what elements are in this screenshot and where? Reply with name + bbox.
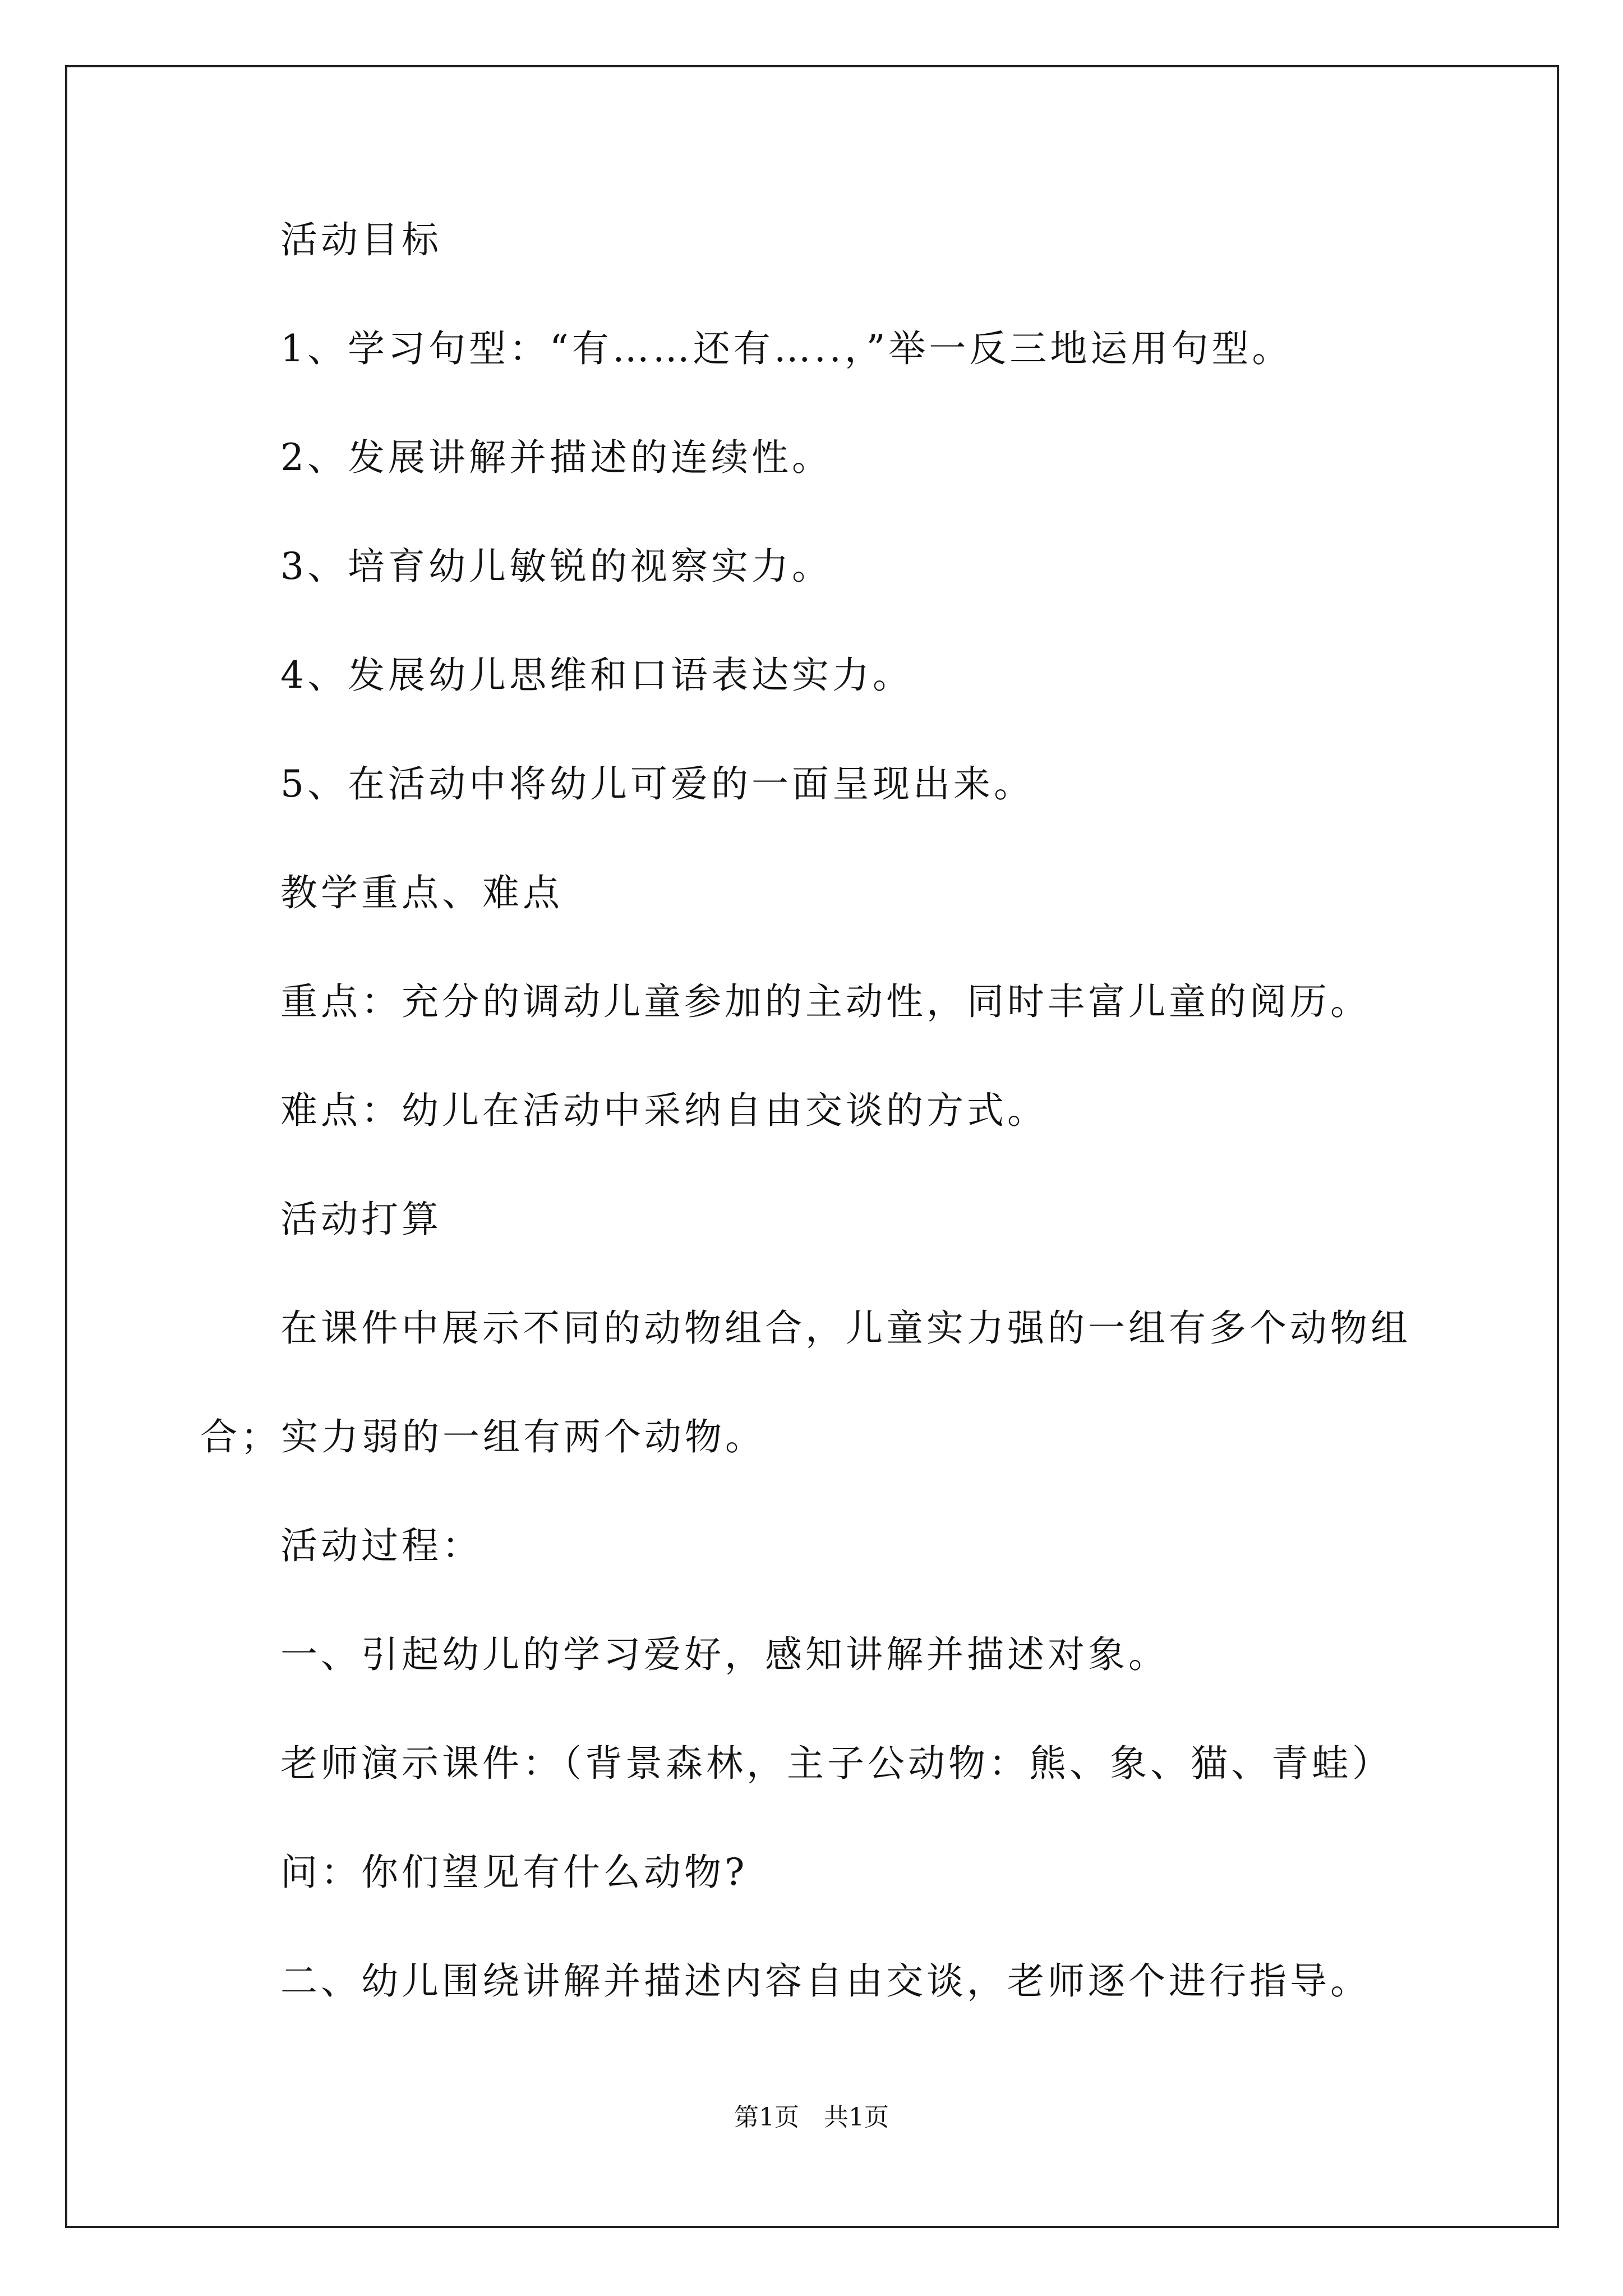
preparation-paragraph — [200, 1303, 1456, 1462]
process-step-2: 二、幼儿围绕讲解并描述内容自由交谈，老师逐个进行指导。 — [280, 1959, 1371, 2003]
process-question-text: 问：你们望见有什么动物? — [280, 1851, 748, 1894]
goal-item-1: 1、学习句型：“有……还有…..，”举一反三地运用句型。 — [280, 327, 1293, 370]
goal-item-5: 5、在活动中将幼儿可爱的一面呈现出来。 — [280, 762, 1034, 806]
section-heading-process: 活动过程： — [280, 1524, 482, 1567]
section-heading-goals: 活动目标 — [280, 218, 442, 261]
preparation-line-2: 合；实力弱的一组有两个动物。 — [200, 1415, 766, 1458]
goal-item-4: 4、发展幼儿思维和口语表达实力。 — [280, 654, 913, 697]
process-demo-text: 老师演示课件：（背景森林，主子公动物：熊、象、猫、青蛙） — [280, 1742, 1393, 1785]
section-heading-preparation: 活动打算 — [280, 1198, 442, 1241]
section-heading-key-points: 教学重点、难点 — [280, 871, 563, 914]
difficult-point-text: 难点：幼儿在活动中采纳自由交谈的方式。 — [280, 1089, 1048, 1132]
key-point-text: 重点：充分的调动儿童参加的主动性，同时丰富儿童的阅历。 — [280, 980, 1371, 1023]
preparation-line-1: 在课件中展示不同的动物组合，儿童实力强的一组有多个动物组 — [280, 1306, 1411, 1350]
page-number-footer: 第1页 共1页 — [734, 2103, 889, 2132]
goal-item-3: 3、培育幼儿敏锐的视察实力。 — [280, 545, 832, 588]
process-step-1: 一、引起幼儿的学习爱好，感知讲解并描述对象。 — [280, 1633, 1169, 1676]
goal-item-2: 2、发展讲解并描述的连续性。 — [280, 436, 832, 479]
document-body — [200, 215, 1456, 2065]
